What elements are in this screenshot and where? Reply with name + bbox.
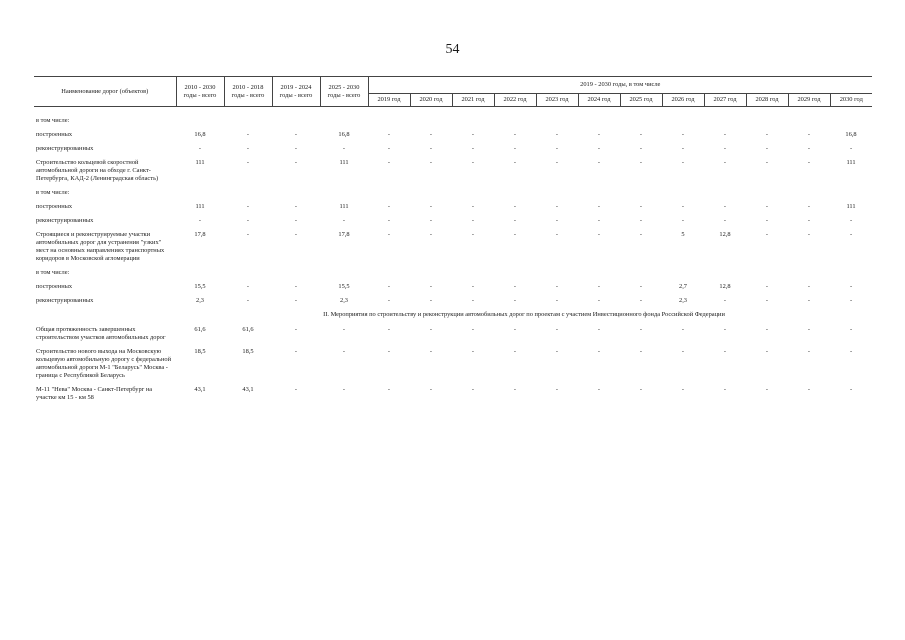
header-year-2019: 2019 год	[368, 94, 410, 107]
value-cell: -	[429, 326, 433, 333]
value-cell: -	[597, 145, 601, 152]
table-spacer	[34, 107, 872, 116]
value-cell: 2,3	[679, 297, 687, 304]
value-cell	[620, 267, 662, 281]
value-cell	[536, 187, 578, 201]
row-name: Строительство кольцевой скоростной автомобильной дороги на обходе г. Санкт-Петербурга, КАД-2 (Ленинградская область)	[36, 159, 159, 182]
value-cell: -	[723, 145, 727, 152]
value-cell: -	[471, 231, 475, 238]
value-cell: -	[246, 283, 250, 290]
value-cell: -	[807, 231, 811, 238]
value-cell: -	[429, 231, 433, 238]
table-row	[34, 129, 872, 143]
value-cell: 2,7	[679, 283, 687, 290]
value-cell: -	[429, 283, 433, 290]
value-cell: -	[639, 386, 643, 393]
road-objects-table	[34, 76, 872, 406]
value-cell: -	[723, 326, 727, 333]
value-cell: 2,3	[196, 297, 204, 304]
value-cell: 61,6	[194, 326, 206, 333]
value-cell: -	[513, 283, 517, 290]
value-cell: -	[849, 326, 853, 333]
value-cell: -	[765, 283, 769, 290]
value-cell: -	[639, 145, 643, 152]
header-period-2019-2024: 2019 - 2024 годы - всего	[272, 77, 320, 107]
value-cell: 111	[846, 159, 856, 166]
value-cell: -	[294, 386, 298, 393]
value-cell: -	[246, 203, 250, 210]
value-cell	[620, 187, 662, 201]
value-cell: -	[387, 217, 391, 224]
value-cell: 17,8	[194, 231, 206, 238]
value-cell: -	[849, 386, 853, 393]
value-cell	[830, 115, 872, 129]
value-cell: -	[294, 131, 298, 138]
table-body	[34, 107, 872, 407]
value-cell: 111	[339, 203, 349, 210]
header-year-2030: 2030 год	[830, 94, 872, 107]
value-cell: -	[807, 203, 811, 210]
value-cell	[788, 187, 830, 201]
value-cell: -	[765, 326, 769, 333]
value-cell: -	[849, 145, 853, 152]
value-cell: -	[294, 203, 298, 210]
value-cell: -	[342, 326, 346, 333]
value-cell: -	[597, 297, 601, 304]
value-cell	[176, 267, 224, 281]
value-cell: -	[294, 231, 298, 238]
value-cell: 16,8	[194, 131, 206, 138]
value-cell: -	[471, 326, 475, 333]
row-name: Строительство нового выхода на Московскую кольцевую автомобильную дорогу с федеральной автомобильной дороги М-1 "Беларусь" Москва - граница с Республикой Беларусь	[36, 348, 171, 379]
value-cell: -	[294, 159, 298, 166]
value-cell	[176, 187, 224, 201]
value-cell	[224, 267, 272, 281]
value-cell	[536, 267, 578, 281]
value-cell: -	[765, 159, 769, 166]
table-row	[34, 384, 872, 406]
value-cell: -	[681, 131, 685, 138]
value-cell: -	[555, 131, 559, 138]
row-name: построенных	[36, 131, 73, 138]
value-cell: -	[723, 131, 727, 138]
table-row	[34, 281, 872, 295]
value-cell	[224, 187, 272, 201]
value-cell: -	[597, 283, 601, 290]
value-cell: -	[555, 386, 559, 393]
table-row	[34, 115, 872, 129]
value-cell: -	[723, 386, 727, 393]
row-name: Строящиеся и реконструируемые участки автомобильных дорог для устранения "узких" мест на основных направлениях транспортных коридоров в Московской агломерации	[36, 231, 165, 262]
value-cell	[830, 267, 872, 281]
value-cell: -	[342, 386, 346, 393]
value-cell: -	[387, 297, 391, 304]
value-cell: -	[513, 348, 517, 355]
value-cell: -	[765, 231, 769, 238]
value-cell: -	[597, 386, 601, 393]
value-cell: -	[639, 217, 643, 224]
value-cell	[224, 115, 272, 129]
value-cell: -	[639, 131, 643, 138]
value-cell: -	[555, 159, 559, 166]
value-cell: -	[513, 217, 517, 224]
row-name: построенных	[36, 203, 73, 210]
value-cell: -	[681, 386, 685, 393]
value-cell: -	[807, 297, 811, 304]
value-cell: -	[513, 131, 517, 138]
value-cell: -	[807, 131, 811, 138]
value-cell: -	[807, 283, 811, 290]
row-name: в том числе:	[36, 269, 70, 276]
value-cell: -	[246, 217, 250, 224]
value-cell: -	[597, 348, 601, 355]
header-year-2023: 2023 год	[536, 94, 578, 107]
value-cell: -	[555, 217, 559, 224]
value-cell	[662, 115, 704, 129]
value-cell: 43,1	[194, 386, 206, 393]
value-cell: 5	[681, 231, 685, 238]
value-cell: -	[513, 231, 517, 238]
value-cell: -	[429, 131, 433, 138]
value-cell: -	[597, 203, 601, 210]
value-cell: -	[471, 145, 475, 152]
row-name: М-11 "Нева" Москва - Санкт-Петербург на участке км 15 - км 58	[36, 386, 153, 401]
value-cell: -	[471, 297, 475, 304]
value-cell: -	[555, 348, 559, 355]
value-cell	[272, 267, 320, 281]
value-cell	[320, 115, 368, 129]
header-period-2010-2018: 2010 - 2018 годы - всего	[224, 77, 272, 107]
value-cell: -	[555, 297, 559, 304]
value-cell: -	[513, 145, 517, 152]
value-cell	[620, 115, 662, 129]
table-row	[34, 229, 872, 267]
value-cell: -	[639, 326, 643, 333]
value-cell: 43,1	[242, 386, 254, 393]
value-cell: 18,5	[194, 348, 206, 355]
value-cell: -	[765, 217, 769, 224]
value-cell	[452, 187, 494, 201]
value-cell: -	[765, 297, 769, 304]
row-name: в том числе:	[36, 189, 70, 196]
value-cell: -	[387, 231, 391, 238]
value-cell: 17,8	[338, 231, 350, 238]
value-cell: -	[765, 131, 769, 138]
value-cell: -	[723, 203, 727, 210]
value-cell: -	[471, 131, 475, 138]
value-cell: -	[387, 203, 391, 210]
header-road-name: Наименование дорог (объектов)	[34, 77, 176, 107]
value-cell: 111	[339, 159, 349, 166]
value-cell: -	[294, 297, 298, 304]
value-cell: -	[246, 159, 250, 166]
header-year-2027: 2027 год	[704, 94, 746, 107]
value-cell	[320, 187, 368, 201]
value-cell: -	[597, 217, 601, 224]
value-cell: -	[429, 217, 433, 224]
value-cell: -	[387, 159, 391, 166]
value-cell: -	[246, 131, 250, 138]
value-cell	[368, 115, 410, 129]
header-year-2024: 2024 год	[578, 94, 620, 107]
value-cell: -	[429, 159, 433, 166]
value-cell	[788, 115, 830, 129]
value-cell: -	[387, 145, 391, 152]
value-cell: -	[513, 297, 517, 304]
value-cell: -	[198, 145, 202, 152]
value-cell: 18,5	[242, 348, 254, 355]
value-cell: -	[765, 386, 769, 393]
value-cell: -	[639, 348, 643, 355]
value-cell: -	[513, 386, 517, 393]
value-cell	[746, 115, 788, 129]
value-cell: -	[471, 283, 475, 290]
value-cell: -	[471, 348, 475, 355]
value-cell: -	[681, 159, 685, 166]
value-cell: -	[849, 231, 853, 238]
table-row	[34, 201, 872, 215]
value-cell: -	[681, 348, 685, 355]
value-cell	[272, 115, 320, 129]
value-cell: -	[639, 231, 643, 238]
header-year-2029: 2029 год	[788, 94, 830, 107]
value-cell	[368, 187, 410, 201]
header-year-2021: 2021 год	[452, 94, 494, 107]
value-cell: -	[429, 348, 433, 355]
table-row	[34, 295, 872, 309]
value-cell: -	[555, 145, 559, 152]
value-cell: -	[387, 348, 391, 355]
value-cell	[452, 115, 494, 129]
value-cell	[746, 267, 788, 281]
value-cell: -	[807, 159, 811, 166]
value-cell	[788, 267, 830, 281]
value-cell	[746, 187, 788, 201]
value-cell: -	[387, 326, 391, 333]
value-cell: -	[387, 131, 391, 138]
value-cell	[494, 187, 536, 201]
value-cell: -	[849, 283, 853, 290]
value-cell: -	[639, 203, 643, 210]
table-header	[34, 77, 872, 107]
value-cell: 111	[846, 203, 856, 210]
value-cell: 12,8	[719, 231, 731, 238]
value-cell: -	[681, 145, 685, 152]
value-cell	[410, 115, 452, 129]
value-cell	[578, 267, 620, 281]
value-cell	[410, 267, 452, 281]
value-cell: 111	[195, 203, 205, 210]
value-cell: -	[807, 326, 811, 333]
value-cell: 16,8	[338, 131, 350, 138]
value-cell	[320, 267, 368, 281]
header-year-2020: 2020 год	[410, 94, 452, 107]
row-name: реконструированных	[36, 297, 94, 304]
value-cell: -	[681, 326, 685, 333]
value-cell	[830, 187, 872, 201]
value-cell	[662, 187, 704, 201]
value-cell: -	[429, 297, 433, 304]
value-cell: 15,5	[194, 283, 206, 290]
value-cell	[494, 115, 536, 129]
value-cell	[662, 267, 704, 281]
value-cell: -	[429, 386, 433, 393]
value-cell: -	[597, 159, 601, 166]
table-row	[34, 324, 872, 346]
value-cell: -	[807, 145, 811, 152]
value-cell: -	[849, 348, 853, 355]
value-cell	[704, 267, 746, 281]
value-cell	[368, 267, 410, 281]
value-cell: -	[555, 283, 559, 290]
table-row	[34, 187, 872, 201]
table-row	[34, 157, 872, 187]
value-cell	[704, 187, 746, 201]
value-cell: -	[513, 159, 517, 166]
value-cell: 15,5	[338, 283, 350, 290]
value-cell: -	[765, 145, 769, 152]
header-year-2028: 2028 год	[746, 94, 788, 107]
value-cell	[578, 187, 620, 201]
table-row	[34, 215, 872, 229]
value-cell: -	[246, 297, 250, 304]
value-cell	[272, 187, 320, 201]
value-cell	[494, 267, 536, 281]
value-cell: -	[849, 297, 853, 304]
header-period-2010-2030: 2010 - 2030 годы - всего	[176, 77, 224, 107]
value-cell: -	[429, 203, 433, 210]
value-cell: -	[294, 326, 298, 333]
value-cell: -	[807, 217, 811, 224]
value-cell: -	[765, 203, 769, 210]
value-cell: -	[471, 159, 475, 166]
value-cell	[176, 115, 224, 129]
table-row	[34, 143, 872, 157]
value-cell: -	[246, 231, 250, 238]
value-cell: -	[471, 203, 475, 210]
value-cell: -	[597, 131, 601, 138]
value-cell: -	[555, 231, 559, 238]
value-cell: -	[429, 145, 433, 152]
value-cell: -	[387, 386, 391, 393]
value-cell: 16,8	[845, 131, 857, 138]
value-cell: -	[246, 145, 250, 152]
value-cell: -	[681, 217, 685, 224]
value-cell: -	[723, 348, 727, 355]
header-period-2025-2030: 2025 - 2030 годы - всего	[320, 77, 368, 107]
section-row	[34, 309, 872, 324]
value-cell: -	[513, 326, 517, 333]
row-name: построенных	[36, 283, 73, 290]
value-cell: -	[639, 159, 643, 166]
value-cell: -	[294, 348, 298, 355]
value-cell: -	[597, 326, 601, 333]
row-name: Общая протяженность завершенных строительством участков автомобильных дорог	[36, 326, 166, 341]
value-cell: -	[342, 348, 346, 355]
value-cell: -	[807, 386, 811, 393]
value-cell: 12,8	[719, 283, 731, 290]
value-cell	[452, 267, 494, 281]
value-cell: -	[849, 217, 853, 224]
value-cell	[410, 187, 452, 201]
section-title: II. Мероприятия по строительству и реконструкции автомобильных дорог по проектам с участием Инвестиционного фонда Российской Федерации	[323, 311, 725, 318]
value-cell: 61,6	[242, 326, 254, 333]
value-cell: -	[597, 231, 601, 238]
value-cell: -	[639, 283, 643, 290]
value-cell: -	[555, 203, 559, 210]
value-cell	[536, 115, 578, 129]
value-cell	[704, 115, 746, 129]
value-cell: -	[198, 217, 202, 224]
spacer-cell	[34, 107, 872, 116]
value-cell: -	[294, 217, 298, 224]
value-cell: -	[294, 283, 298, 290]
value-cell	[578, 115, 620, 129]
value-cell: -	[681, 203, 685, 210]
row-name: реконструированных	[36, 145, 94, 152]
row-name: в том числе:	[36, 117, 70, 124]
value-cell: -	[294, 145, 298, 152]
value-cell: -	[555, 326, 559, 333]
value-cell: -	[342, 145, 346, 152]
value-cell: 111	[195, 159, 205, 166]
header-year-2022: 2022 год	[494, 94, 536, 107]
value-cell: -	[807, 348, 811, 355]
value-cell: -	[639, 297, 643, 304]
page-number: 54	[445, 42, 460, 57]
row-name: реконструированных	[36, 217, 94, 224]
value-cell: -	[765, 348, 769, 355]
table-row	[34, 346, 872, 384]
table-row	[34, 267, 872, 281]
value-cell: -	[723, 217, 727, 224]
value-cell: 2,3	[340, 297, 348, 304]
value-cell: -	[723, 297, 727, 304]
header-year-2025: 2025 год	[620, 94, 662, 107]
value-cell: -	[471, 217, 475, 224]
value-cell: -	[513, 203, 517, 210]
value-cell: -	[471, 386, 475, 393]
header-year-group: 2019 - 2030 годы, в том числе	[368, 77, 872, 94]
value-cell: -	[342, 217, 346, 224]
header-year-2026: 2026 год	[662, 94, 704, 107]
value-cell: -	[723, 159, 727, 166]
section-row-blank	[34, 309, 176, 324]
value-cell: -	[387, 283, 391, 290]
